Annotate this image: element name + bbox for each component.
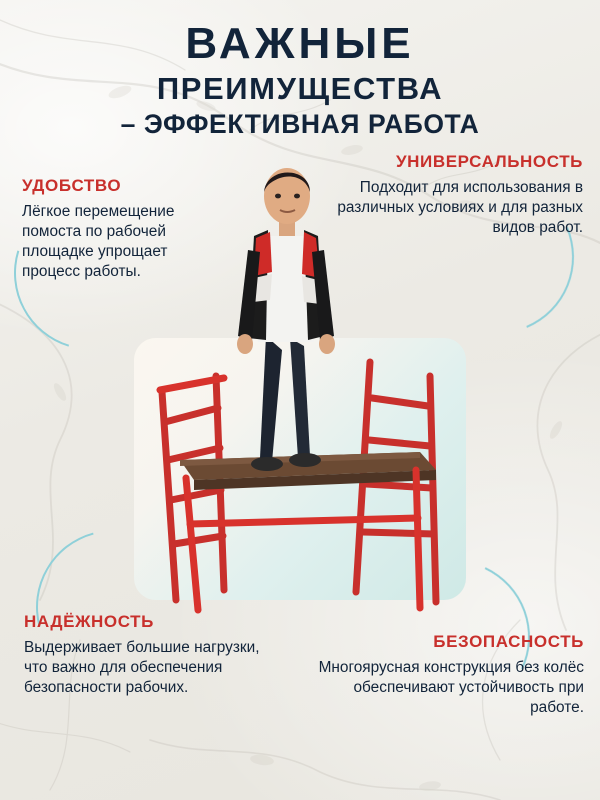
feature-reliability-heading: НАДЁЖНОСТЬ — [24, 612, 154, 631]
feature-safety-heading: БЕЗОПАСНОСТЬ — [433, 632, 584, 651]
feature-convenience-body: Лёгкое перемещение помоста по рабочей площадке упрощает процесс работы. — [22, 203, 175, 281]
feature-safety-body: Многоярусная конструкция без колёс обеспечивают устойчивость при работе. — [318, 659, 584, 717]
feature-convenience-heading: УДОБСТВО — [22, 176, 122, 195]
feature-versatility-heading: УНИВЕРСАЛЬНОСТЬ — [395, 152, 583, 171]
headline-line-1: ВАЖНЫЕ — [185, 19, 415, 68]
feature-versatility-body: Подходит для использования в различных условиях и для разных видов работ. — [337, 179, 583, 237]
feature-reliability — [24, 612, 270, 698]
product-photo-card — [134, 338, 466, 600]
feature-reliability-body: Выдерживает большие нагрузки, что важно для обеспечения безопасности рабочих. — [24, 639, 260, 697]
headline-block — [0, 19, 600, 140]
feature-safety — [312, 632, 584, 718]
headline-line-2: ПРЕИМУЩЕСТВА — [156, 70, 444, 106]
feature-convenience — [22, 176, 222, 282]
headline-line-3: – ЭФФЕКТИВНАЯ РАБОТА — [120, 109, 480, 140]
feature-versatility — [318, 152, 583, 238]
